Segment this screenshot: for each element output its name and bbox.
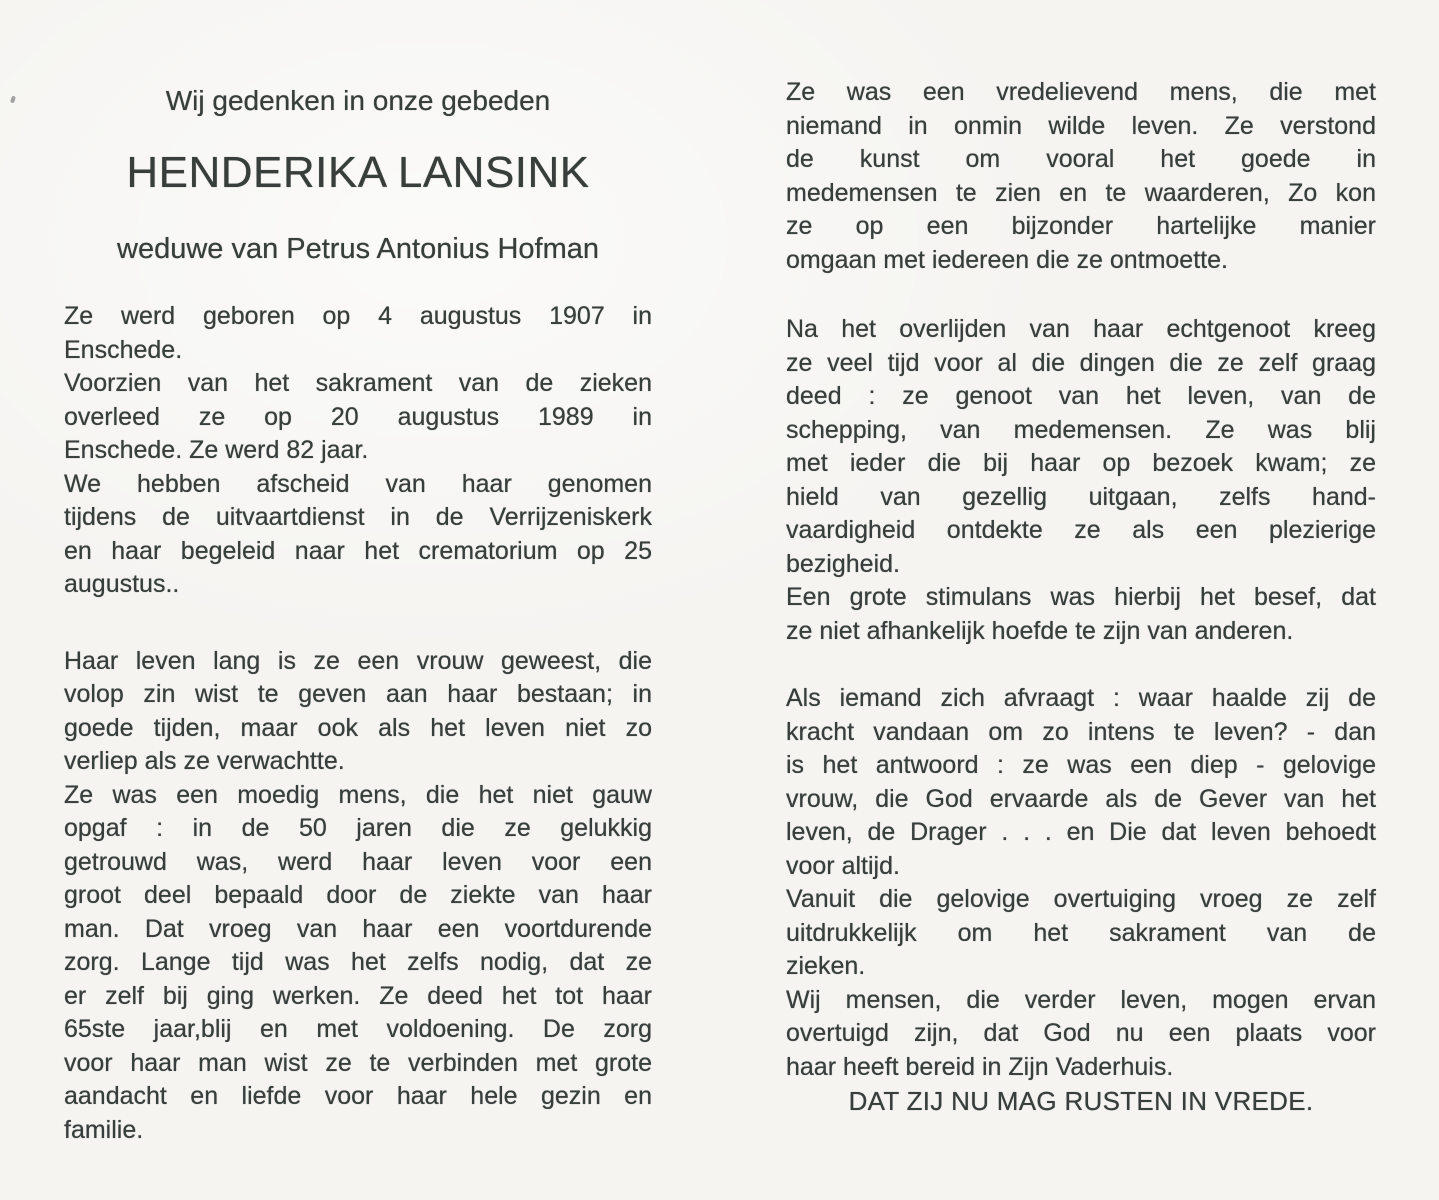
text-line: vaardigheid ontdekte ze als een plezierige — [786, 516, 1376, 544]
text-line: Wij mensen, die verder leven, mogen ervan — [786, 985, 1376, 1014]
deceased-name: HENDERIKA LANSINK — [126, 148, 590, 197]
intro-line: Wij gedenken in onze gebeden — [165, 85, 551, 116]
text-line: haar heeft bereid in Zijn Vaderhuis. — [786, 1052, 1174, 1081]
text-line: leven, de Drager . . . en Die dat leven behoedt — [786, 818, 1376, 846]
text-line: Vanuit die gelovige overtuiging vroeg ze zelf — [786, 885, 1376, 913]
paragraph — [64, 645, 652, 779]
scan-speck — [10, 96, 16, 104]
text-line: verliep als ze verwachtte. — [64, 747, 345, 775]
birth-death-section — [64, 300, 652, 602]
text-line: opgaf : in de 50 jaren die ze gelukkig — [64, 814, 652, 842]
text-line: vrouw, die God ervaarde als de Gever van het — [786, 784, 1376, 813]
text-line: tijdens de uitvaartdienst in de Verrijzeniskerk — [64, 503, 652, 531]
paragraph — [64, 300, 652, 367]
text-line: augustus.. — [64, 570, 180, 598]
text-line: ze niet afhankelijk hoefde te zijn van anderen. — [786, 616, 1294, 645]
character-section — [786, 76, 1376, 277]
widowhood-section — [786, 313, 1376, 648]
text-line: bezigheid. — [786, 549, 900, 578]
text-line: Als iemand zich afvraagt : waar haalde zij de — [786, 684, 1376, 712]
paragraph — [786, 883, 1376, 984]
text-line: ze veel tijd voor al die dingen die ze zelf graag — [786, 348, 1376, 377]
text-line: er zelf bij ging werken. Ze deed het tot haar — [64, 981, 652, 1010]
text-line: omgaan met iedereen die ze ontmoette. — [786, 245, 1228, 274]
text-line: uitdrukkelijk om het sakrament van de — [786, 918, 1376, 947]
text-line: Ze was een moedig mens, die het niet gauw — [64, 780, 652, 809]
text-line: Voorzien van het sakrament van de zieken — [64, 369, 652, 397]
text-line: 65ste jaar,blij en met voldoening. De zorg — [64, 1015, 652, 1043]
faith-section — [786, 682, 1376, 1084]
text-line: is het antwoord : ze was een diep - gelovige — [786, 751, 1376, 779]
text-line: hield van gezellig uitgaan, zelfs hand- — [786, 482, 1376, 511]
relation-line: weduwe van Petrus Antonius Hofman — [117, 233, 599, 265]
text-line: kracht vandaan om zo intens te leven? - dan — [786, 717, 1376, 746]
text-line: Enschede. — [64, 335, 183, 364]
paragraph — [786, 313, 1376, 581]
text-line: de kunst om vooral het goede in — [786, 145, 1376, 173]
text-line: medemensen te zien en te waarderen, Zo kon — [786, 178, 1376, 207]
text-line: Ze werd geboren op 4 augustus 1907 in — [64, 302, 652, 330]
text-line: aandacht en liefde voor haar hele gezin en — [64, 1082, 652, 1110]
paragraph — [64, 779, 652, 1148]
text-line: goede tijden, maar ook als het leven niet zo — [64, 713, 652, 742]
text-line: en haar begeleid naar het crematorium op 25 — [64, 536, 652, 565]
paragraph — [64, 367, 652, 468]
text-line: zorg. Lange tijd was het zelfs nodig, dat ze — [64, 948, 652, 976]
text-line: Een grote stimulans was hierbij het besef, dat — [786, 583, 1376, 611]
text-line: We hebben afscheid van haar genomen — [64, 469, 652, 498]
paragraph — [786, 984, 1376, 1085]
paragraph — [786, 581, 1376, 648]
paragraph — [786, 76, 1376, 277]
text-line: niemand in onmin wilde leven. Ze verstond — [786, 111, 1376, 140]
text-line: getrouwd was, werd haar leven voor een — [64, 847, 652, 876]
closing-line: DAT ZIJ NU MAG RUSTEN IN VREDE. — [848, 1086, 1314, 1116]
text-line: ze op een bijzonder hartelijke manier — [786, 212, 1376, 240]
text-line: Ze was een vredelievend mens, die met — [786, 78, 1376, 106]
text-line: man. Dat vroeg van haar een voortdurende — [64, 914, 652, 943]
paragraph — [64, 468, 652, 602]
text-line: overleed ze op 20 augustus 1989 in — [64, 402, 652, 431]
text-line: groot deel bepaald door de ziekte van haar — [64, 881, 652, 909]
text-line: schepping, van medemensen. Ze was blij — [786, 415, 1376, 444]
text-line: Haar leven lang is ze een vrouw geweest, die — [64, 646, 652, 675]
text-line: familie. — [64, 1115, 144, 1144]
text-line: Na het overlijden van haar echtgenoot kreeg — [786, 315, 1376, 343]
life-section — [64, 645, 652, 1148]
text-line: deed : ze genoot van het leven, van de — [786, 382, 1376, 410]
text-line: Enschede. Ze werd 82 jaar. — [64, 436, 369, 464]
text-line: met ieder die bij haar op bezoek kwam; ze — [786, 449, 1376, 477]
text-line: volop zin wist te geven aan haar bestaan; in — [64, 680, 652, 708]
right-column — [786, 0, 1376, 1118]
text-line: voor altijd. — [786, 851, 900, 880]
text-line: voor haar man wist ze te verbinden met grote — [64, 1048, 652, 1077]
left-column — [64, 0, 652, 1147]
text-line: zieken. — [786, 952, 866, 980]
paragraph — [786, 682, 1376, 883]
text-line: overtuigd zijn, dat God nu een plaats voor — [786, 1019, 1376, 1047]
